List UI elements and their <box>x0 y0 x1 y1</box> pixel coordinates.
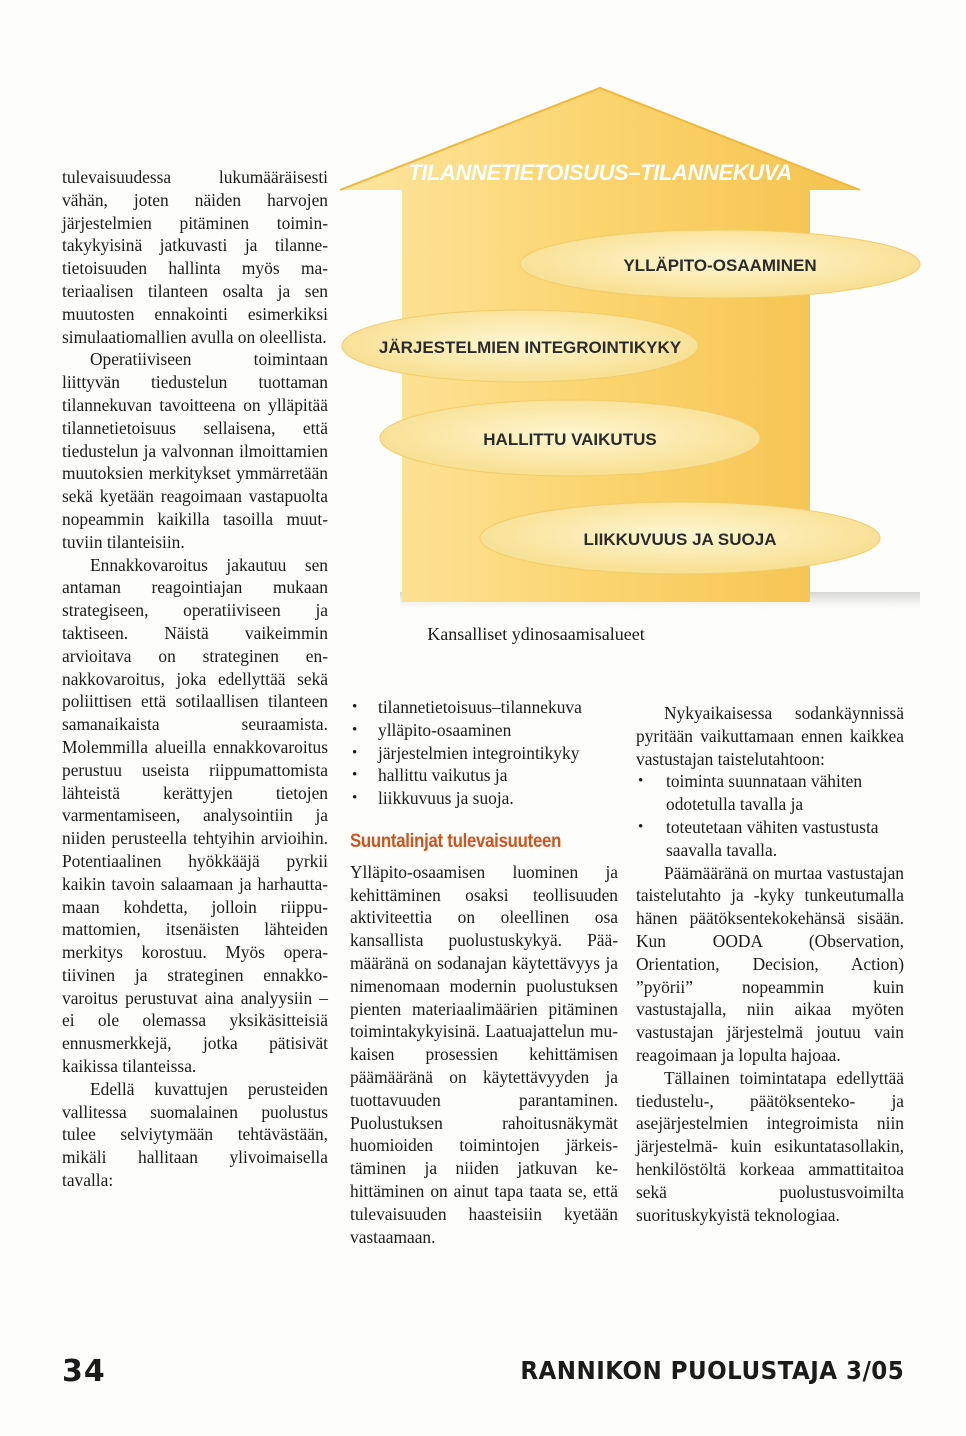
pillar-label-2: JÄRJESTELMIEN INTEGROINTIKYKY <box>378 338 682 357</box>
paragraph: Edellä kuvattujen perusteiden vallitessa suomalainen puolustus tulee selviytymään tehtävästään, mikäli hallitaan ylivoimaisella tavalla: <box>62 1078 328 1191</box>
paragraph: Tällainen toimintatapa edellyttää tiedustelu-, päätöksenteko- ja asejärjestelmien integroimista niin järjestelmä- kuin esikuntatasollakin, henkilöstöltä korkeaa ammattitaitoa sekä puolustusvoimilta suorituskykyistä teknologiaa. <box>636 1067 904 1225</box>
pillar-label-3: HALLITTU VAIKUTUS <box>483 430 657 449</box>
list-item: • toiminta suunnataan vähiten odotetulla tavalla ja <box>636 770 904 816</box>
text-column-2 <box>350 696 618 1248</box>
paragraph: Operatiiviseen toimintaan liittyvän tiedustelun tuottaman tilannekuvan tavoitteena on ylläpitää tilannetietoisuus sellaisena, että tiedustelun ja valvonnan ilmoittamien muutoksien merkitykset ymmärretään sekä kyetään reagoimaan vastapuolta nopeammin kaikilla tasoilla muuttuviin tilanteisiin. <box>62 349 328 552</box>
page-number: 34 <box>62 1354 106 1389</box>
house-diagram <box>340 80 940 620</box>
section-heading: Suuntalinjat tulevaisuuteen <box>350 829 562 852</box>
paragraph: Nykyaikaisessa sodankäynnissä pyritään vaikuttamaan ennen kaikkea vastustajan taistelutahtoon: <box>636 703 904 769</box>
diagram-caption: Kansalliset ydinosaamisalueet <box>427 624 645 644</box>
list-item: • liikkuvuus ja suoja. <box>350 787 618 810</box>
text-column-3 <box>636 702 904 1226</box>
text-column-1 <box>62 166 328 1192</box>
bullet-list <box>350 696 618 810</box>
list-item: • ylläpito-osaaminen <box>350 719 618 742</box>
list-item: • hallittu vaikutus ja <box>350 764 618 787</box>
magazine-title: RANNIKON PUOLUSTAJA 3/05 <box>520 1356 904 1385</box>
pillar-label-1: YLLÄPITO-OSAAMINEN <box>623 256 817 275</box>
paragraph: Päämääränä on murtaa vastustajan taistelutahto ja -kyky tunkeutumalla hänen päätöksentekokehänsä sisään. Kun OODA (Observation, Orientation, Decision, Action) ”pyörii” nopeammin kuin vastustajalla, niin aikaa myöten vastustajan järjestelmä joutuu vain reagoimaan ja lopulta hajoaa. <box>636 862 904 1065</box>
paragraph: Ylläpito-osaamisen luominen ja kehittäminen osaksi teollisuuden aktiviteettia on oleellinen osa kansallista puolustuskykyä. Päämääränä on sodanajan käytettävyys ja nimenomaan modernin puolustuksen pienten materiaalimäärien pitäminen toimintakykyisinä. Laatuajattelun mukaisen prosessien kehittämisen päämääränä on käytettävyyden ja tuottavuuden parantaminen. Puolustuksen rahoitusnäkymät huomioiden toimintojen järkeistäminen ja niiden jatkuvan kehittäminen on ainut tapa taata se, että tulevaisuuden haasteisiin kyetään vastaamaan. <box>350 861 618 1247</box>
bullet-list <box>636 770 904 861</box>
pillar-label-4: LIIKKUVUUS JA SUOJA <box>583 530 777 549</box>
list-item: • toteutetaan vähiten vastustusta saavalla tavalla. <box>636 816 904 862</box>
paragraph: Ennakkovaroitus jakautuu sen antaman reagointiajan mukaan strategiseen, operatiiviseen ja taktiseen. Näistä vaikeimmin arvioitava on strateginen ennakkovaroitus, joka edellyttää sekä poliittisen että sotilaallisen tilanteen samanaikaista seuraamista. Molemmilla alueilla ennakkovaroitus perustuu useista riippumattomista lähteistä kerättyjen tietojen varmentamiseen, analysointiin ja niiden perusteella tehtyihin arvioihin. Potentiaalinen hyökkääjä pyrkii kaikin tavoin salaamaan ja harhauttamaan kohdetta, jolloin riippumattomien, itsenäisten lähteiden merkitys korostuu. Myös operatiivinen ja strateginen ennakkovaroitus perustuvat aina analyysiin – ei ole olemassa yksikäsitteisiä ennusmerkkejä, jotka pätisivät kaikissa tilanteissa. <box>62 554 328 1077</box>
list-item: • järjestelmien integrointikyky <box>350 742 618 765</box>
paragraph: tulevaisuudessa lukumääräisesti vähän, joten näiden harvojen järjestelmien pitäminen toimintakykyisinä jatkuvasti ja tilannetietoisuuden hallinta myös materiaalisen tilanteen osalta ja sen muutosten ennakointi esimerkiksi simulaatiomallien avulla on oleellista. <box>62 167 328 347</box>
roof-label: TILANNETIETOISUUS–TILANNEKUVA <box>408 160 792 185</box>
list-item: • tilannetietoisuus–tilannekuva <box>350 696 618 719</box>
